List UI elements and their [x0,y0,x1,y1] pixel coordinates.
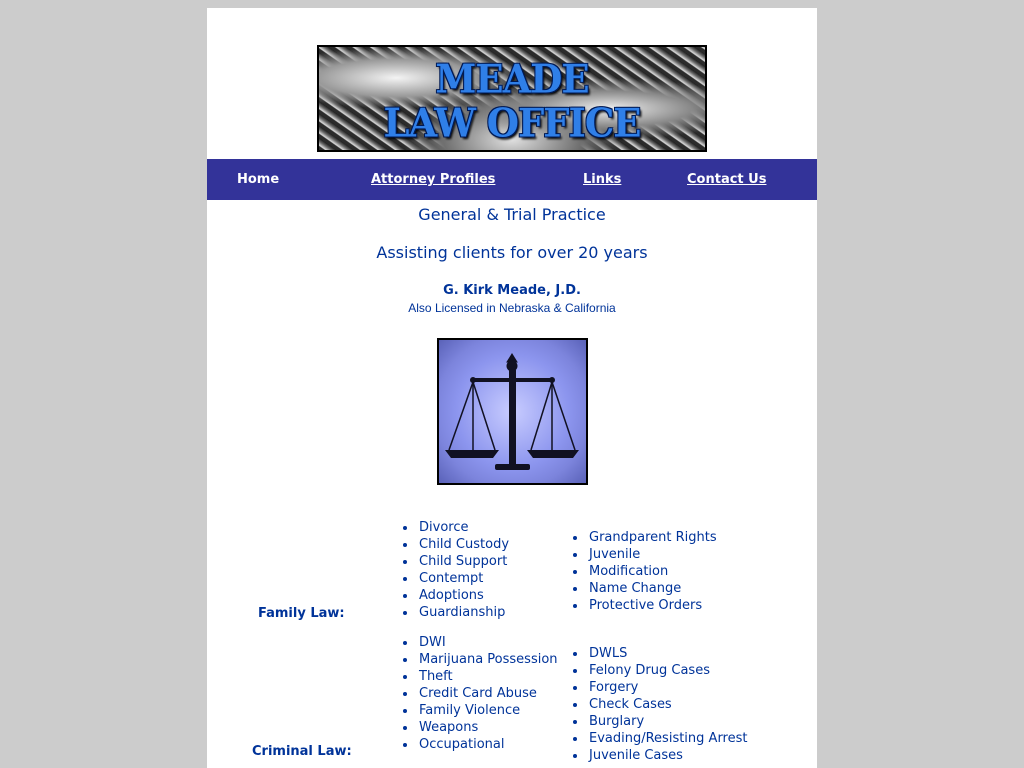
list-item: • Forgery [587,679,807,696]
list-item: • Marijuana Possession [417,651,567,668]
list-item: • Credit Card Abuse [417,685,567,702]
list-item: • Divorce [417,519,567,536]
logo-line-2: LAW OFFICE [383,99,641,147]
nav-attorney-profiles-link[interactable]: Attorney Profiles [371,172,496,187]
list-item: • Name Change [587,580,807,597]
list-item: • Juvenile [587,546,807,563]
list-item: • Grandparent Rights [587,529,807,546]
list-item: • Modification [587,563,807,580]
list-item: • DWI [417,634,567,651]
meade-law-office-logo-banner [317,45,707,152]
list-item: • Family Violence [417,702,567,719]
list-item: • Theft [417,668,567,685]
attorney-name: G. Kirk Meade, J.D. [443,283,581,298]
family-law-label: Family Law: [258,606,345,621]
page-container [207,8,817,768]
license-note: Also Licensed in Nebraska & California [408,301,616,315]
criminal-law-label: Criminal Law: [252,744,352,759]
list-item: • Burglary [587,713,807,730]
list-item: • Evading/Resisting Arrest [587,730,807,747]
list-item: • Child Custody [417,536,567,553]
list-item: • DWLS [587,645,807,662]
scales-of-justice-image [437,338,588,485]
scales-of-justice-icon [439,340,586,483]
list-item: • Felony Drug Cases [587,662,807,679]
criminal-law-list-1 [399,634,567,753]
heading-general-trial-practice: General & Trial Practice [418,205,606,224]
nav-home-link[interactable]: Home [237,172,280,187]
criminal-law-list-2 [569,645,807,764]
list-item: • Occupational [417,736,567,753]
list-item: • Contempt [417,570,567,587]
list-item: • Check Cases [587,696,807,713]
nav-links-link[interactable]: Links [583,172,622,187]
nav-contact-us-link[interactable]: Contact Us [687,172,767,187]
list-item: • Weapons [417,719,567,736]
list-item: • Child Support [417,553,567,570]
list-item: • Adoptions [417,587,567,604]
list-item: • Juvenile Cases [587,747,807,764]
family-law-list-2 [569,529,807,614]
list-item: • Protective Orders [587,597,807,614]
list-item: • Guardianship [417,604,567,621]
logo-line-1: MEADE [435,55,589,103]
family-law-list-1 [399,519,567,621]
top-navigation-bar [207,159,817,200]
heading-assisting-clients: Assisting clients for over 20 years [376,243,648,262]
